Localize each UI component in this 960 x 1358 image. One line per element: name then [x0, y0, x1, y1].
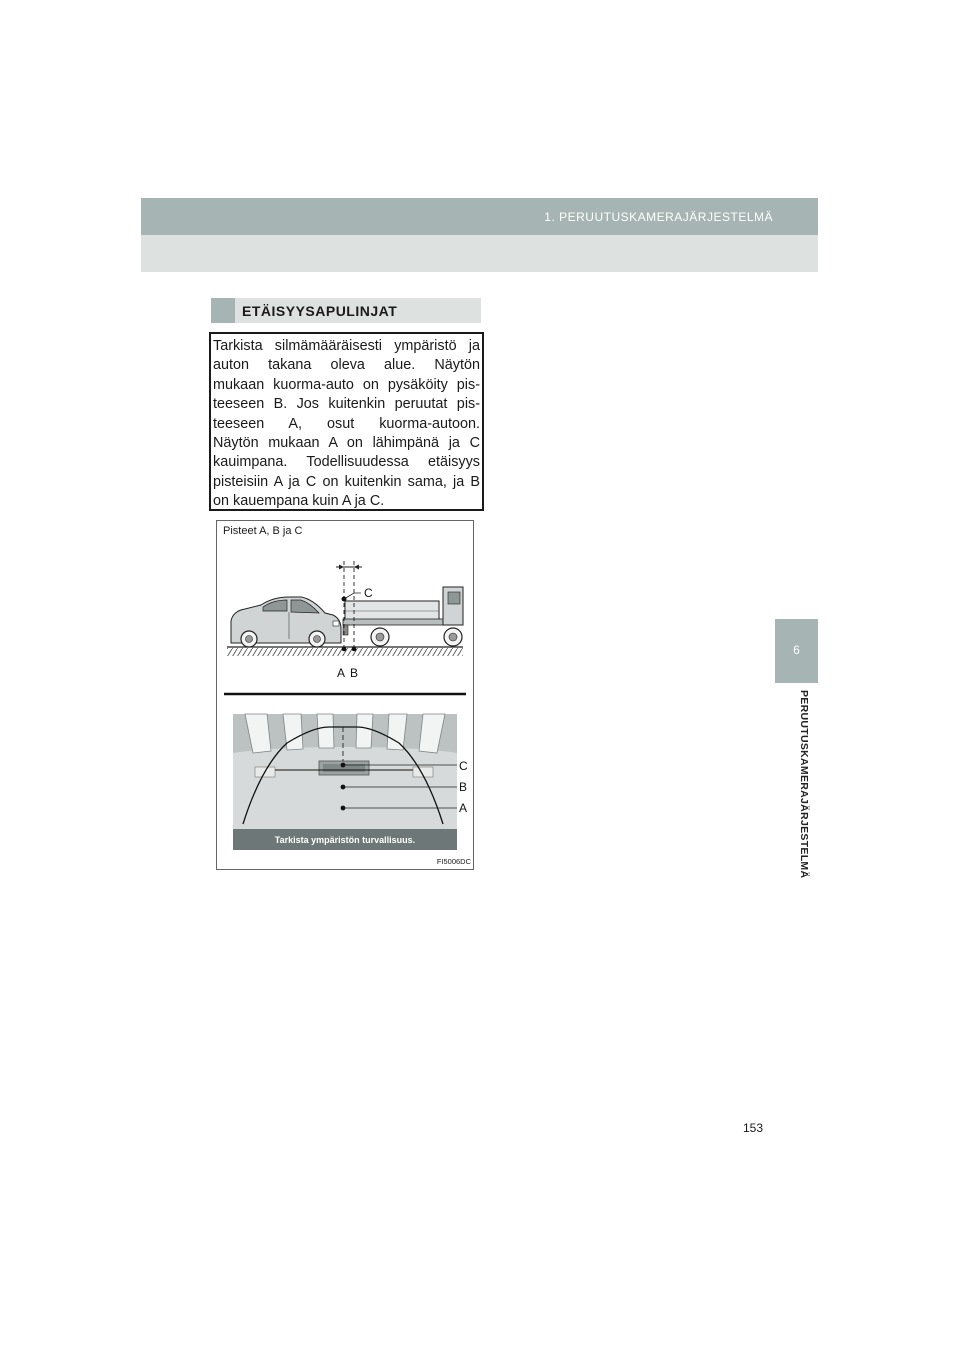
section-heading-title: ETÄISYYSAPULINJAT — [242, 303, 398, 319]
caution-line: kauimpana. Todellisuudessa etäisyys — [213, 454, 480, 471]
page-header-subbar — [141, 235, 818, 272]
section-heading — [211, 298, 481, 323]
caution-line: Näytön mukaan A on lähimpänä ja C — [213, 435, 480, 452]
label-c-side: C — [364, 586, 373, 600]
section-header-title: 1. PERUUTUSKAMERAJÄRJESTELMÄ — [544, 210, 773, 224]
distance-guide-illustration — [217, 521, 473, 869]
caution-line: Tarkista silmämääräisesti ympäristö ja — [213, 338, 480, 354]
label-c-screen: C — [459, 759, 468, 773]
camera-screen-message: Tarkista ympäristön turvallisuus. — [274, 835, 416, 845]
caution-line: mukaan kuorma-auto on pysäköity pis- — [213, 376, 480, 393]
figure-code: FI5006DC — [436, 857, 471, 866]
label-a-side: A — [337, 666, 346, 680]
chapter-number: 6 — [793, 643, 800, 657]
chapter-tab — [775, 619, 818, 683]
caution-line: pisteisiin A ja C on kuitenkin sama, ja B — [213, 473, 480, 490]
caution-line: teeseen A, osut kuorma-autoon. — [213, 415, 480, 432]
chapter-side-label: PERUUTUSKAMERAJÄRJESTELMÄ — [798, 690, 810, 879]
label-a-screen: A — [459, 801, 468, 815]
page-number: 153 — [743, 1121, 764, 1135]
label-b-side: B — [350, 666, 359, 680]
caution-box — [209, 332, 484, 511]
section-heading-marker — [211, 298, 235, 323]
caution-line: on kauempana kuin A ja C. — [213, 493, 385, 510]
car-icon — [231, 597, 341, 647]
illustration-figure — [216, 520, 474, 870]
label-b-screen: B — [459, 780, 468, 794]
truck-icon — [343, 587, 463, 646]
caution-line: auton takana oleva alue. Näytön — [213, 357, 480, 374]
caution-line: teeseen B. Jos kuitenkin peruutat pis- — [213, 396, 480, 413]
figure-title: Pisteet A, B ja C — [223, 525, 303, 537]
camera-screen — [233, 714, 457, 850]
page-header-bar — [141, 198, 818, 235]
